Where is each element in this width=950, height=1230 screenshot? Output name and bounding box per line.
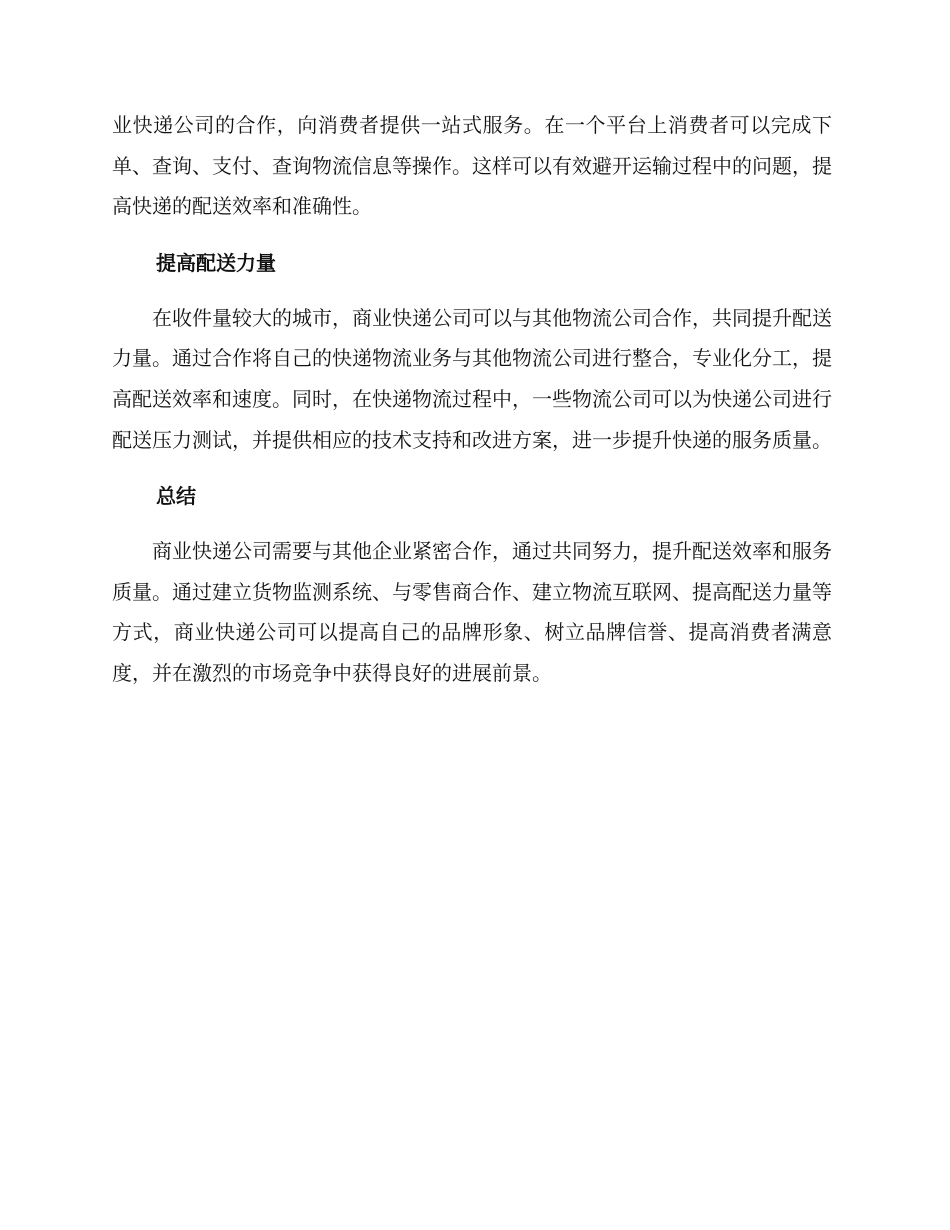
section-heading-summary: 总结 [156, 484, 196, 509]
section-heading-capacity: 提高配送力量 [156, 250, 276, 275]
summary-paragraph: 商业快递公司需要与其他企业紧密合作，通过共同努力，提升配送效率和服务质量。通过建立货物监测系统、与零售商合作、建立物流互联网、提高配送力量等方式，商业快递公司可以提高自己的品牌形象、树立品牌信誉、提高消费者满意度，并在激烈的市场竞争中获得良好的进展前景。 [112, 539, 832, 685]
document-page [112, 105, 832, 694]
intro-paragraph: 业快递公司的合作，向消费者提供一站式服务。在一个平台上消费者可以完成下单、查询、支付、查询物流信息等操作。这样可以有效避开运输过程中的问题，提高快递的配送效率和准确性。 [112, 113, 832, 219]
spacer [112, 460, 832, 476]
capacity-paragraph: 在收件量较大的城市，商业快递公司可以与其他物流公司合作，共同提升配送力量。通过合作将自己的快递物流业务与其他物流公司进行整合，专业化分工，提高配送效率和速度。同时，在快递物流过程中，一些物流公司可以为快递公司进行配送压力测试，并提供相应的技术支持和改进方案，进一步提升快递的服务质量。 [112, 305, 832, 452]
spacer [112, 516, 832, 531]
spacer [112, 283, 832, 298]
spacer [112, 227, 832, 243]
